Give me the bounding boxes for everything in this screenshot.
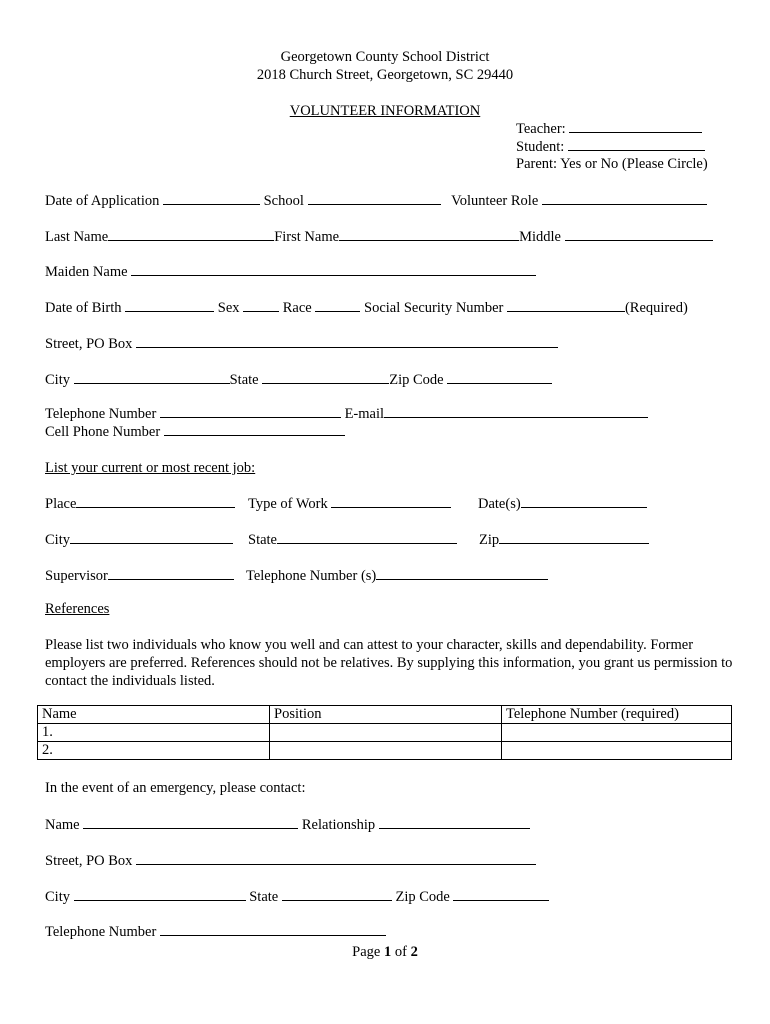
maiden-name-label: Maiden Name (45, 264, 128, 280)
last-name-line[interactable] (108, 227, 274, 241)
ssn-line[interactable] (507, 298, 625, 312)
emergency-street-line[interactable] (136, 851, 536, 865)
teacher-field[interactable] (516, 119, 702, 138)
district-address: 2018 Church Street, Georgetown, SC 29440 (256, 67, 514, 83)
emergency-city-label: City (45, 889, 70, 905)
cell-row (45, 422, 345, 441)
table-row (38, 724, 732, 742)
date-of-birth-label: Date of Birth (45, 300, 122, 316)
page-prefix: Page (352, 944, 381, 960)
emergency-name-row (45, 815, 530, 834)
city-row (45, 370, 552, 389)
name-row (45, 227, 713, 246)
district-name: Georgetown County School District (280, 49, 490, 65)
job-telephone-label: Telephone Number (s) (246, 568, 377, 584)
job-type-line[interactable] (331, 494, 451, 508)
reference-1-position[interactable] (270, 724, 502, 742)
maiden-name-line[interactable] (131, 262, 536, 276)
student-label: Student: (516, 139, 565, 155)
telephone-row (45, 404, 648, 423)
reference-2-position[interactable] (270, 742, 502, 760)
job-state-label: State (248, 532, 277, 548)
emergency-city-line[interactable] (74, 887, 246, 901)
ssn-required-note: (Required) (624, 300, 688, 316)
telephone-label: Telephone Number (45, 406, 157, 422)
page-number (0, 943, 770, 961)
reference-2-telephone[interactable] (502, 742, 732, 760)
table-row (38, 742, 732, 760)
page-total: 2 (410, 944, 418, 960)
job-city-field (45, 530, 233, 549)
references-heading: References (45, 601, 110, 617)
emergency-name-line[interactable] (83, 815, 298, 829)
job-telephone-field (246, 566, 548, 585)
job-dates-line[interactable] (521, 494, 647, 508)
last-name-label: Last Name (45, 229, 109, 245)
state-line[interactable] (262, 370, 389, 384)
page-current: 1 (383, 944, 392, 960)
student-line[interactable] (568, 137, 705, 151)
telephone-line[interactable] (160, 404, 341, 418)
emergency-street-row (45, 851, 536, 870)
date-of-application-label: Date of Application (45, 193, 160, 209)
reference-1-name[interactable]: 1. (38, 724, 270, 742)
job-city-line[interactable] (70, 530, 233, 544)
date-of-application-line[interactable] (163, 191, 260, 205)
emergency-zip-label: Zip Code (395, 889, 450, 905)
first-name-line[interactable] (339, 227, 519, 241)
sex-label: Sex (217, 300, 240, 316)
job-telephone-line[interactable] (376, 566, 548, 580)
school-line[interactable] (308, 191, 441, 205)
emergency-state-line[interactable] (282, 887, 392, 901)
emergency-name-label: Name (45, 817, 80, 833)
email-line[interactable] (384, 404, 648, 418)
emergency-telephone-label: Telephone Number (45, 924, 157, 940)
job-supervisor-line[interactable] (108, 566, 234, 580)
emergency-street-label: Street, PO Box (45, 853, 133, 869)
job-supervisor-field (45, 566, 234, 585)
references-header-row (38, 706, 732, 724)
job-zip-label: Zip (479, 532, 500, 548)
middle-label: Middle (519, 229, 561, 245)
city-label: City (45, 372, 70, 388)
emergency-state-label: State (249, 889, 279, 905)
middle-line[interactable] (565, 227, 713, 241)
zip-line[interactable] (447, 370, 552, 384)
job-dates-field (478, 494, 647, 513)
column-header-position: Position (270, 706, 502, 724)
race-line[interactable] (315, 298, 360, 312)
job-dates-label: Date(s) (478, 496, 521, 512)
city-line[interactable] (74, 370, 230, 384)
reference-1-telephone[interactable] (502, 724, 732, 742)
email-label: E-mail (344, 406, 385, 422)
job-city-label: City (45, 532, 70, 548)
column-header-name: Name (38, 706, 270, 724)
job-state-line[interactable] (277, 530, 457, 544)
emergency-relationship-label: Relationship (301, 817, 376, 833)
job-place-label: Place (45, 496, 77, 512)
teacher-line[interactable] (569, 119, 702, 133)
parent-field[interactable]: Parent: Yes or No (Please Circle) (516, 156, 708, 172)
job-zip-field (479, 530, 649, 549)
volunteer-role-label: Volunteer Role (451, 193, 539, 209)
school-label: School (263, 193, 304, 209)
job-type-field (248, 494, 451, 513)
dob-row (45, 298, 688, 317)
emergency-relationship-line[interactable] (379, 815, 530, 829)
street-row (45, 334, 558, 353)
teacher-label: Teacher: (516, 121, 566, 137)
job-zip-line[interactable] (499, 530, 649, 544)
state-label: State (229, 372, 259, 388)
job-supervisor-label: Supervisor (45, 568, 108, 584)
cell-phone-line[interactable] (164, 422, 345, 436)
job-type-label: Type of Work (248, 496, 328, 512)
sex-line[interactable] (243, 298, 279, 312)
race-label: Race (282, 300, 312, 316)
volunteer-role-line[interactable] (542, 191, 707, 205)
first-name-label: First Name (274, 229, 340, 245)
form-title: VOLUNTEER INFORMATION (289, 103, 481, 119)
references-paragraph: Please list two individuals who know you well and can attest to your character, skills and dependability. Former employers are preferred. References should not be relatives. By supplying this information, you grant us permission to contact the individuals listed. (45, 637, 733, 689)
ssn-label: Social Security Number (364, 300, 504, 316)
emergency-heading: In the event of an emergency, please contact: (45, 780, 306, 796)
references-table (37, 705, 732, 760)
cell-phone-label: Cell Phone Number (45, 424, 161, 440)
maiden-name-row (45, 262, 536, 281)
student-field[interactable] (516, 137, 705, 156)
column-header-telephone: Telephone Number (required) (502, 706, 732, 724)
reference-2-name[interactable]: 2. (38, 742, 270, 760)
emergency-telephone-line[interactable] (160, 922, 386, 936)
street-line[interactable] (136, 334, 558, 348)
job-place-line[interactable] (76, 494, 235, 508)
application-row (45, 191, 707, 210)
emergency-city-row (45, 887, 549, 906)
page-of: of (394, 944, 407, 960)
job-heading: List your current or most recent job: (45, 460, 256, 476)
date-of-birth-line[interactable] (125, 298, 214, 312)
job-place-field (45, 494, 235, 513)
zip-label: Zip Code (389, 372, 444, 388)
street-label: Street, PO Box (45, 336, 133, 352)
job-state-field (248, 530, 457, 549)
emergency-zip-line[interactable] (453, 887, 549, 901)
emergency-telephone-row (45, 922, 386, 941)
